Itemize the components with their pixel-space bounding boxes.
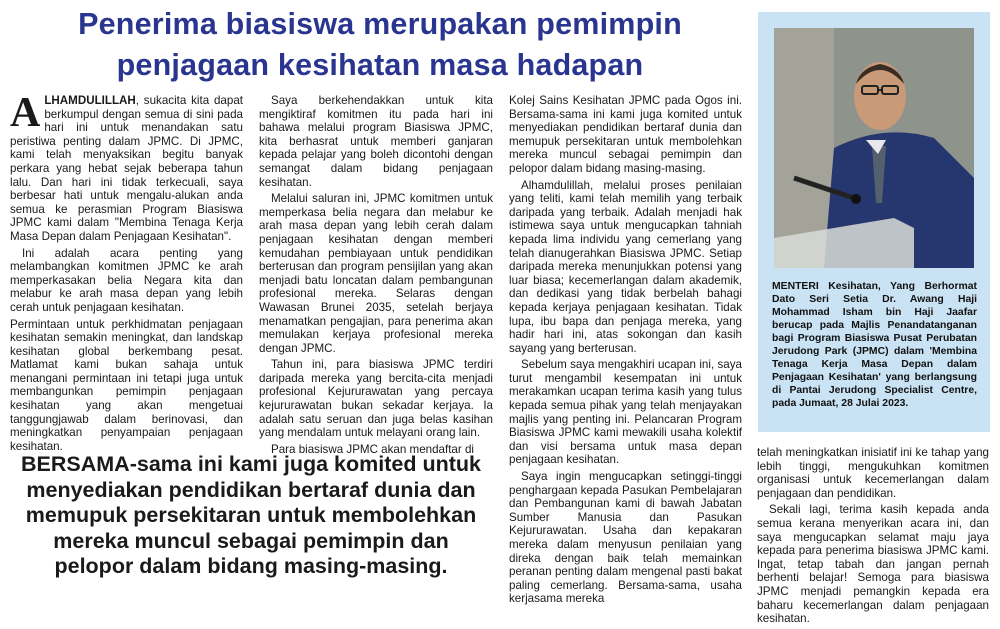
paragraph-text: , sukacita kita dapat berkumpul dengan semua di sini pada hari ini untuk menandakan satu peristiwa penting dalam JPMC. Di JPMC, kami telah menyaksikan begitu banyak perkara yang hebat sejak beberapa tahun lalu. Dan hari ini tidak terkecuali, saya berbesar hati untuk mengalu-alukan anda semua ke perasmian Program Biasiswa JPMC kami dalam "Membina Tenaga Kerja Masa Depan dalam Penjagaan Kesihatan". <box>10 94 243 243</box>
paragraph: Alhamdulillah, melalui proses penilaian yang teliti, kami telah memilih yang terbaik daripada yang terbaik. Adalah menjadi hak istimewa saya untuk mengucapkan tahniah kepada lima individu yang cemerlang yang telah dianugerahkan Biasiswa JPMC. Setiap daripada mereka menunjukkan potensi yang luar biasa; kecemerlangan dalam akademik, dan dedikasi yang tidak berbelah bahagi kepada kerjaya penjagaan kesihatan. Tidak lupa, ibu bapa dan penjaga mereka, yang hadir hari ini, atas sokongan dan kasih sayang yang berterusan. <box>509 178 742 355</box>
minister-illustration <box>774 28 974 268</box>
photo-caption: MENTERI Kesihatan, Yang Berhormat Dato Seri Setia Dr. Awang Haji Mohammad Isham bin Haji Jaafar berucap pada Majlis Penandatanganan bagi Program Biasiswa Pusat Perubatan Jerudong Park (JPMC) dalam 'Membina Tenaga Kerja Masa Depan dalam Penjagaan Kesihatan' yang berlangsung di Pantai Jerudong Specialist Centre, pada Jumaat, 28 Julai 2023. <box>772 281 977 409</box>
headline-line-2: penjagaan kesihatan masa hadapan <box>116 48 644 82</box>
article-column-1 <box>10 90 243 456</box>
photo-box <box>758 12 990 432</box>
paragraph: Ini adalah acara penting yang melambangkan komitmen JPMC ke arah memperkasakan belia Negara kita dan melabur ke arah masa depan yang lebih cerah untuk penjagaan kesihatan. <box>10 246 243 314</box>
headline <box>8 4 752 86</box>
minister-photo <box>774 28 974 268</box>
pull-quote: BERSAMA-sama ini kami juga komited untuk menyediakan pendidikan bertaraf dunia dan memupuk persekitaran untuk membolehkan mereka muncul sebagai pemimpin dan pelopor dalam bidang masing-masing. <box>21 452 481 578</box>
headline-line-1: Penerima biasiswa merupakan pemimpin <box>78 7 682 41</box>
paragraph: Saya berkehendakkan untuk kita mengiktiraf komitmen itu pada hari ini bahawa melalui program Biasiswa JPMC, kita berhasrat untuk memberi ganjaran kepada pelajar yang boleh dicontohi dengan semangat dalam bidang penjagaan kesihatan. <box>259 94 493 189</box>
lead-word: LHAMDULILLAH <box>44 94 136 107</box>
paragraph: Melalui saluran ini, JPMC komitmen untuk memperkasa belia negara dan melabur ke arah masa depan yang lebih cerah dalam penjagaan kesihatan dengan memberi kemudahan pembiayaan untuk pendidikan berterusan dan program pensijilan yang akan menjadi batu loncatan dalam pembangunan profesional mereka. Selaras dengan Wawasan Brunei 2035, setelah berjaya menamatkan pengajian, para penerima akan memulakan kerjaya profesional mereka dengan JPMC. <box>259 192 493 355</box>
drop-cap: A <box>10 90 41 136</box>
paragraph: Kolej Sains Kesihatan JPMC pada Ogos ini. Bersama-sama ini kami juga komited untuk menyediakan pendidikan bertaraf dunia dan memupuk persekitaran untuk membolehkan mereka muncul sebagai pemimpin dan pelopor dalam bidang masing-masing. <box>509 94 742 175</box>
paragraph: Para biasiswa JPMC akan mendaftar di <box>271 442 474 456</box>
paragraph: Sekali lagi, terima kasih kepada anda semua kerana menyerikan acara ini, dan saya mengucapkan selamat maju jaya kepada para penerima biasiswa JPMC kami. Ingat, tetap tabah dan jangan pernah berhenti belajar! Semoga para biasiswa JPMC menjadi pemangkin kepada era baharu kecemerlangan dalam penjagaan kesihatan. <box>757 503 989 626</box>
article-column-3 <box>509 94 742 609</box>
article-column-2 <box>259 94 493 459</box>
paragraph: telah meningkatkan inisiatif ini ke tahap yang lebih tinggi, mengukuhkan komitmen organisasi untuk kecemerlangan dalam penjagaan dan pendidikan. <box>757 446 989 500</box>
paragraph <box>10 90 243 244</box>
article-column-4 <box>757 446 989 629</box>
paragraph: Tahun ini, para biasiswa JPMC terdiri daripada mereka yang bercita-cita menjadi profesional Kejururawatan yang percaya kejururawatan bukan sekadar kerjaya. Ia adalah satu seruan dan juga belas kasihan yang mendalam untuk melayani orang lain. <box>259 358 493 440</box>
paragraph: Saya ingin mengucapkan setinggi-tinggi penghargaan kepada Pasukan Pembelajaran dan Pembangunan kami di bawah Jabatan Sumber Manusia dan Pasukan Kejururawatan. Usaha dan kepakaran mereka dalam menyusun penilaian yang direka dengan baik telah memainkan peranan penting dalam mengenal pasti bakat paling cemerlang. Bersama-sama, usaha kerjasama mereka <box>509 470 742 606</box>
paragraph: Sebelum saya mengakhiri ucapan ini, saya turut mengambil kesempatan ini untuk merakamkan ucapan terima kasih yang tulus kepada semua pihak yang telah menjayakan majlis yang penting ini. Pelancaran Program Biasiswa JPMC kami mewakili usaha kolektif dan visi bersama untuk masa depan penjagaan kesihatan. <box>509 358 742 467</box>
paragraph: Permintaan untuk perkhidmatan penjagaan kesihatan semakin meningkat, dan landskap kesihatan global berkembang pesat. Matlamat kami bukan sahaja untuk menangani permintaan ini tetapi juga untuk membangunkan pemimpin penjagaan kesihatan yang akan mengetuai tanggungjawab dalam berinovasi, dan meningkatkan penyampaian penjagaan kesihatan. <box>10 317 243 453</box>
